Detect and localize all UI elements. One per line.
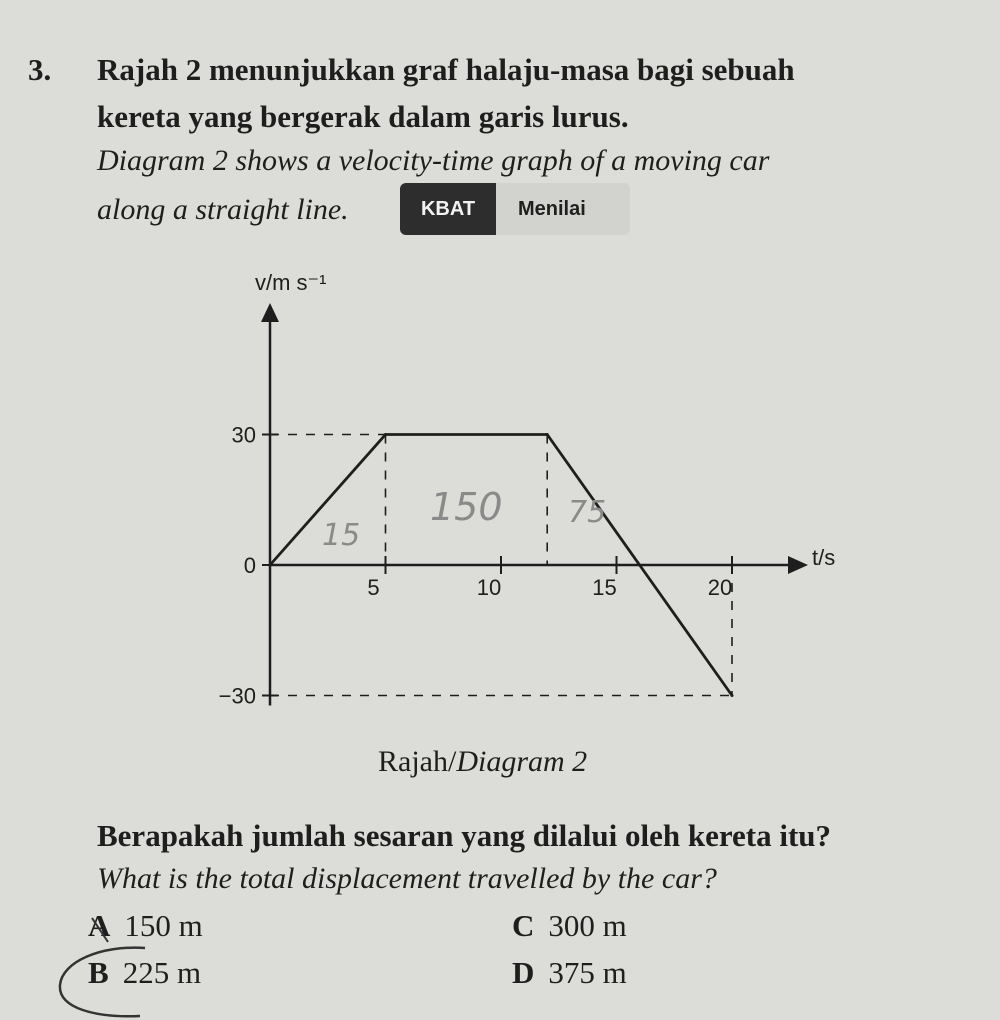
velocity-point [384,433,387,436]
option-a-letter: A [88,908,111,943]
option-b[interactable] [88,955,201,991]
diagram-caption [378,745,587,779]
question-text-malay-1: Rajah 2 menunjukkan graf halaju-masa bagi sebuah [97,52,795,87]
option-b-text: 225 m [122,955,202,990]
x-tick-label: 5 [367,575,380,600]
option-c-text: 300 m [548,908,627,943]
y-tick-label: 0 [243,553,256,578]
question-text-english-2: along a straight line. [97,193,349,226]
x-tick-label: 15 [592,575,617,600]
velocity-point [731,694,734,697]
option-a[interactable] [88,908,203,944]
x-axis-label: t/s [812,545,836,570]
question-text-english-1: Diagram 2 shows a velocity-time graph of a moving car [97,144,770,177]
prompt-english: What is the total displacement travelled by the car? [97,862,717,895]
y-tick-label: 30 [231,422,256,448]
velocity-point [546,433,549,436]
x-tick-label: 10 [476,575,502,600]
y-tick-label: −30 [218,683,256,709]
option-c-letter: C [512,908,535,943]
question-number: 3. [28,52,52,87]
question-text-malay-2: kereta yang bergerak dalam garis lurus. [97,99,629,134]
annotation-area-2: 150 [430,485,503,529]
x-tick-label: 20 [707,575,733,600]
annotation-area-3: 75 [568,495,607,530]
option-a-text: 150 m [124,908,203,943]
x-axis-arrow [788,556,808,574]
kbat-label: KBAT [400,183,496,235]
y-axis-label: v/m s⁻¹ [255,270,327,295]
skill-label: Menilai [518,197,586,220]
caption-english: Diagram 2 [456,745,588,778]
option-b-letter: B [88,955,109,990]
prompt-malay: Berapakah jumlah sesaran yang dilalui oleh kereta itu? [97,818,832,853]
option-d-letter: D [512,955,535,990]
option-d-text: 375 m [548,955,627,990]
velocity-point [269,564,272,567]
option-d[interactable] [512,955,627,991]
caption-malay: Rajah/ [378,745,457,778]
y-axis-arrow [261,303,279,322]
annotation-area-1: 15 [322,518,361,553]
option-c[interactable] [512,908,627,944]
